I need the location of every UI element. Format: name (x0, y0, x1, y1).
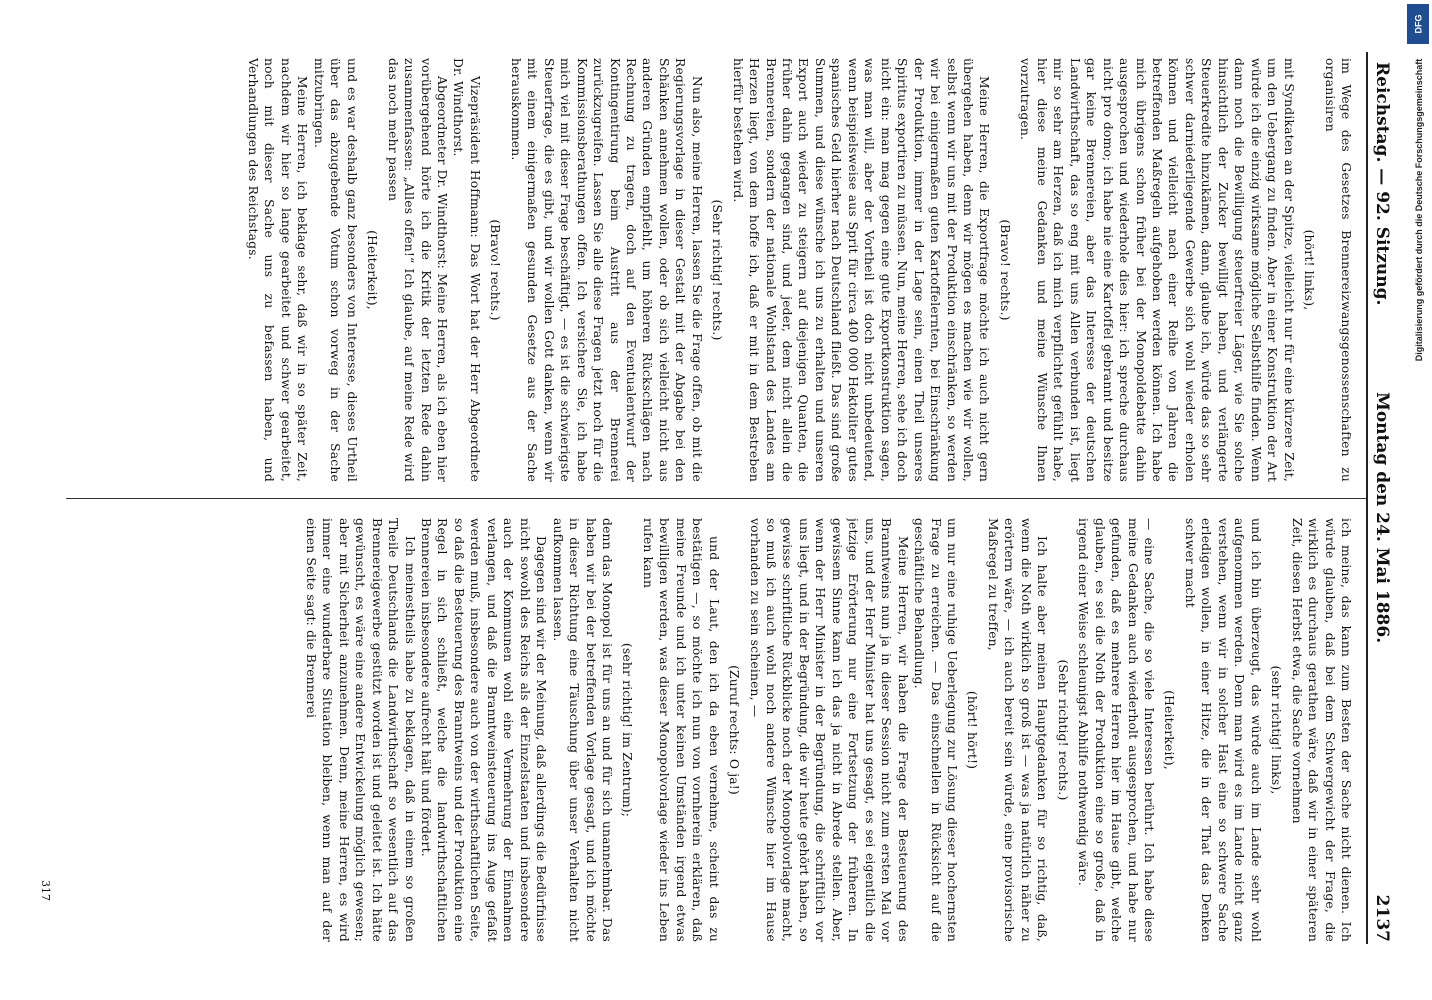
funding-credit: Digitalisierung gefördert durch die Deutsche Forschungsgemeinschaft (1414, 58, 1424, 362)
header-date: Montag den 24. Mai 1886. (1372, 392, 1392, 644)
interjection: (Sehr richtig! rechts.) (710, 199, 725, 341)
right-text-column (64, 518, 1354, 942)
interjection: (Bravo! rechts.) (488, 219, 503, 321)
left-text-column (64, 58, 1354, 482)
interjection: (Zuruf rechts: O ja!) (727, 665, 742, 795)
paragraph: Ich halte aber meinen Hauptgedanken für so richtig, daß, wenn die Noth wirklich so groß ist — was ja natürlich näher zu erörtern wäre, — ich auch bereit sein würde, eine provisorische Maßregel zu treffen, (985, 518, 1050, 942)
interjection: (sehr richtig! links), (1269, 665, 1284, 795)
paragraph: Meine Herren, ich beklage sehr, daß wir in so später Zeit, nachdem wir hier so lange gearbeitet und schwer gearbeitet, noch mit dieser Sache uns zu befassen haben, und Verhandlungen des Reichstags. (246, 58, 310, 482)
interjection: (Bravo! rechts.) (997, 219, 1012, 321)
paragraph: Nun also, meine Herren, lassen Sie die Frage offen, ob mit die Regierungsvorlage in dieser Gestalt mit der Abgabe bei den Schänken annehmen wollen, oder ob sich vielleicht nicht aus anderen Gründen empfiehlt, um höheren Rückschlägen nach Rechnung zu tragen, doch auf den Eventualentwurf der Kontingentirung beim Austritt aus der Brennerei zurückzugreifen. Lassen Sie alle diese Fragen jetzt noch für die Kommissionsberathungen offen. Ich versichere Sie, ich habe mich viel mit dieser Frage beschäftigt, — es ist die schwierigste Steuerfrage, die es gibt, und wir wollen Gott danken, wenn wir mit einem einigermaßen gesunden Gesetze aus der Sache herauskommen. (508, 58, 704, 482)
header-page-number: 2137 (1372, 894, 1392, 942)
sheet-number: 317 (39, 880, 52, 901)
header-session: Reichstag. — 92. Sitzung. (1372, 62, 1392, 306)
paragraph: Meine Herren, die Exportfrage möchte ich auch nicht gern übergehen haben, denn wir mögen es machen wie wir wollen, selbst wenn wir uns mit der Produktion einschränken, so werden wir bei einigermaßen guten Kartoffelernten, bei Einschränkung der Produktion, immer in der Lage sein, einen Theil unseres Spiritus exportiren zu müssen. Nun, meine Herren, sehe ich doch nicht ein: man mag gegen eine gute Exportkonstruktion sagen, was man will, aber der Vortheil ist doch nicht unbedeutend, wenn beispielsweise aus Sprit für circa 400 000 Hektoliter gutes spanisches Geld hierher nach Deutschland fließt. Das sind große Summen, und diese wünsche ich uns zu erhalten und unseren Export auch wieder zu steigern auf diejenigen Quanten, die früher dahin gegangen sind, und jeder, dem nicht allein die Brennereien, sondern der nationale Wohlstand des Landes am Herzen liegt, von dem hoffe ich, daß er mit in dem Bestreben hierfür bestehen wird. (730, 58, 992, 482)
column-divider (66, 498, 1366, 499)
interjection: (Heiterkeit), (1162, 690, 1177, 770)
paragraph: und der Laut, den ich da eben vernehme, scheint das zu bestätigen —, so möchte ich nun von vornherein erklären, daß meine Freunde und ich unter keinen Umständen irgend etwas bewilligen werden, was dieser Monopolvorlage wieder ins Leben rufen kann (640, 518, 721, 942)
interjection: (Sehr richtig! rechts.) (1055, 659, 1070, 801)
paragraph: ich meine, das kann zum Besten der Sache nicht dienen. Ich würde glauben, daß bei dem Schwergewicht der Frage, die wirklich es durchaus gerathen wäre, daß wir in einer späteren Zeit, diesen Herbst etwa, die Sache vornehmen (1289, 518, 1353, 942)
dfg-logo-text: DFG (1413, 14, 1423, 34)
interjection: (sehr richtig! im Zentrum); (620, 642, 635, 818)
dfg-logo (1407, 4, 1429, 44)
paragraph: Meine Herren, wir haben die Frage der Besteuerung des Branntweins nun ja in dieser Session nicht zum ersten Mal vor uns, und der Herr Minister hat uns gesagt, es sei eigentlich die jetzige Erörterung nur eine Fortsetzung der früheren. In gewissem Sinne kann ich das ja nicht in Abrede stellen. Aber, wenn der Herr Minister in der Begründung, die schriftlich vor uns liegt, und in der Begründung, die wir heute gehört haben, so gewisse schriftliche Rückblicke noch der Monopolvorlage macht, so muß ich auch wohl noch andere Wünsche hier im Hause vorhanden zu sein scheinen, — (747, 518, 910, 942)
paragraph: mit Syndikaten an der Spitze, vielleicht nur für eine kürzere Zeit, um den Uebergang zu finden. Aber in einer Konstruktion der Art würde ich die einzig wirksame mögliche Selbsthilfe finden. Wenn dann noch die Bewilligung steuerfreier Läger, wie Sie solche hinsichtlich der Zucker bewilligt haben, und verlängerte Steuerkredite hinzukämen, dann, glaube ich, würde das so sehr schwer darniederliegende Gewerbe sich wohl wieder erholen können und vielleicht nach einer Reihe von Jahren die betreffenden Maßregeln aufgehoben werden können. Ich habe mich übrigens schon früher bei der Monopoldebatte dahin ausgesprochen und wiederhole dies hier: ich spreche durchaus nicht pro domo; ich habe nie eine Kartoffel gebrannt und besitze gar keine Brennereien, aber das Interesse der deutschen Landwirthschaft, das so eng mit uns Allen verbunden ist, liegt mir so sehr am Herzen, daß ich mich verpflichtet gefühlt habe, hier diese meine Gedanken und meine Wünsche Ihnen vorzutragen. (1018, 58, 1296, 482)
paragraph: Abgeordneter Dr. Windthorst: Meine Herren, als ich eben hier vorübergehend hörte ich die Kritik der letzten Rede dahin zusammenfassen: „Alles offen!“ Ich glaube, auf meine Rede wird das noch mehr passen (385, 58, 449, 482)
interjection: (hört! hört!) (965, 690, 980, 770)
paragraph: um nur eine ruhige Ueberlegung zur Lösung dieser hochernsten Frage zu erreichen. — Das einschnellen in Rücksicht auf die geschäftliche Behandlung. (912, 518, 960, 942)
interjection: (Heiterkeit), (365, 230, 380, 310)
paragraph: denn das Monopol ist für uns an und für sich unannehmbar. Das haben wir bei der betreffenden Vorlage gesagt, und ich möchte in dieser Richtung eine Täuschung über unser Verhalten nicht aufkommen lassen. (550, 518, 614, 942)
paragraph: Vizepräsident Hoffmann: Das Wort hat der Herr Abgeordnete Dr. Windthorst. (451, 58, 482, 482)
paragraph: und es war deshalb ganz besonders von Interesse, dieses Urtheil über das abzugebende Votum schon vorweg in der Sache mitzubringen. (311, 58, 359, 482)
paragraph: und ich bin überzeugt, das würde auch im Lande sehr wohl aufgenommen werden. Denn man wird es im Lande nicht ganz verstehen, wenn wir in solcher Hast eine so schwere Sache erledigen wollen, in einer Hitze, die in der That das Denken schwer macht (1182, 518, 1263, 942)
running-header (1362, 62, 1402, 942)
interjection: (hört! links), (1302, 229, 1317, 311)
paragraph: Ich meinestheils habe zu beklagen, daß in einem so großen Theile Deutschlands die Landwirthschaft so wesentlich auf das Brennereigewerbe gestützt worden ist und geleitet ist. Ich hätte gewünscht, es wäre eine andere Entwickelung möglich gewesen; aber mit Sicherheit anzunehmen. Denn, meine Herren, es wird immer eine wunderbare Situation bleiben, wenn man auf der einen Seite sagt: die Brennerei (303, 518, 417, 942)
paragraph: Dagegen sind wir der Meinung, daß allerdings die Bedürfnisse nicht sowohl des Reichs als der Einzelstaaten und insbesondere auch der Kommunen wohl eine Vermehrung der Einnahmen verlangen, und daß die Branntweinsteuerung ins Auge gefaßt werden muß, insbesondere auch von der wirthschaftlichen Seite, so daß die Besteuerung des Branntweins und der Produktion eine Regel in sich schließt, welche die landwirthschaftlichen Brennereien insbesondere aufrecht hält und fördert. (418, 518, 549, 942)
header-rule (1366, 52, 1368, 944)
paragraph: im Wege des Gesetzes Brennereizwangsgenossenschaften zu organisiren (1322, 58, 1353, 482)
digitization-footer (1406, 0, 1432, 1000)
paragraph: — eine Sache, die so viele Interessen berührt. Ich habe diese meine Gedanken auch wiederholt ausgesprochen, und habe nur gefunden, daß es mehrere Herren hier im Hause gibt, welche glauben, es sei die Noth der Produktion eine so große, daß in irgend einer Weise schleunigst Abhilfe nothwendig wäre. (1076, 518, 1157, 942)
